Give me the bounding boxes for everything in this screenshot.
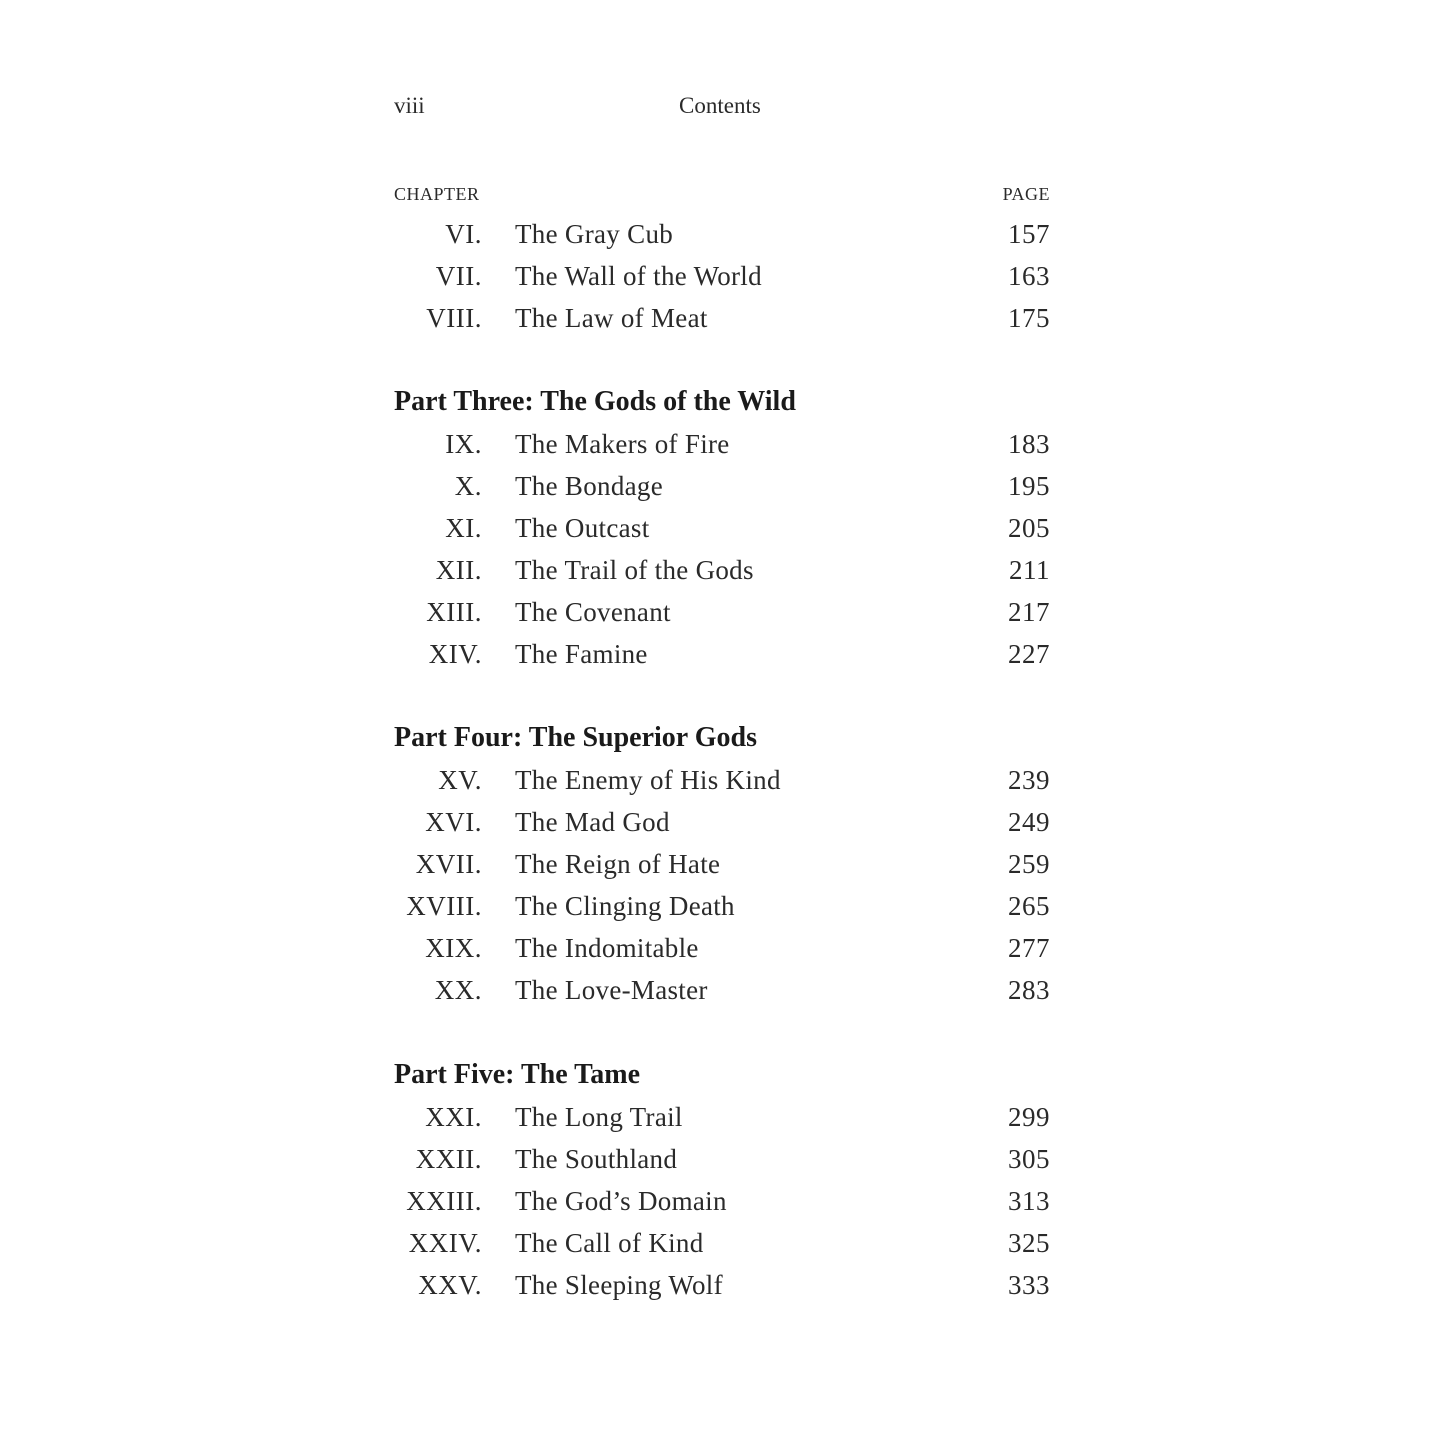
chapter-title: The God’s Domain — [515, 1186, 727, 1216]
chapter-title: The Wall of the World — [515, 261, 762, 291]
toc-entry — [394, 507, 1050, 549]
chapter-page: 205 — [1008, 513, 1050, 543]
toc-entry — [394, 969, 1050, 1011]
toc-entry — [394, 1180, 1050, 1222]
toc-entry — [394, 801, 1050, 843]
chapter-title: The Mad God — [515, 807, 670, 837]
part-heading: Part Five: The Tame — [394, 1059, 641, 1090]
column-headings — [394, 184, 1050, 208]
chapter-number: XXIV. — [408, 1228, 482, 1258]
chapter-number: X. — [454, 471, 482, 501]
toc-entry — [394, 633, 1050, 675]
chapter-page: 217 — [1008, 597, 1050, 627]
chapter-page: 277 — [1008, 933, 1050, 963]
toc-section-part-four — [394, 717, 1050, 1011]
toc-entry — [394, 843, 1050, 885]
chapter-page: 175 — [1008, 303, 1050, 333]
chapter-number: XXI. — [425, 1102, 482, 1132]
contents-page — [394, 0, 1050, 1445]
chapter-page: 283 — [1008, 975, 1050, 1005]
chapter-title: The Law of Meat — [515, 303, 708, 333]
chapter-page: 305 — [1008, 1144, 1050, 1174]
toc-section-continued — [394, 213, 1050, 339]
toc-entry — [394, 297, 1050, 339]
chapter-page: 163 — [1008, 261, 1050, 291]
chapter-number: XXV. — [418, 1270, 482, 1300]
page-folio: viii — [394, 93, 425, 118]
toc-entry — [394, 1096, 1050, 1138]
chapter-number: VIII. — [426, 303, 482, 333]
chapter-column-heading: CHAPTER — [394, 184, 480, 204]
chapter-title: The Makers of Fire — [515, 429, 730, 459]
chapter-number: XV. — [438, 765, 482, 795]
toc-entry — [394, 1138, 1050, 1180]
chapter-page: 249 — [1008, 807, 1050, 837]
chapter-number: VII. — [435, 261, 482, 291]
chapter-title: The Love-Master — [515, 975, 708, 1005]
toc-entry — [394, 885, 1050, 927]
toc-entry — [394, 1222, 1050, 1264]
running-title: Contents — [679, 93, 761, 118]
chapter-title: The Outcast — [515, 513, 650, 543]
chapter-number: XII. — [435, 555, 482, 585]
chapter-page: 313 — [1008, 1186, 1050, 1216]
chapter-title: The Clinging Death — [515, 891, 735, 921]
chapter-number: VI. — [445, 219, 482, 249]
toc-entry — [394, 759, 1050, 801]
chapter-number: XX. — [434, 975, 482, 1005]
chapter-title: The Sleeping Wolf — [515, 1270, 723, 1300]
toc-entry — [394, 255, 1050, 297]
chapter-page: 195 — [1008, 471, 1050, 501]
chapter-title: The Call of Kind — [515, 1228, 704, 1258]
part-heading: Part Four: The Superior Gods — [394, 722, 757, 753]
chapter-title: The Enemy of His Kind — [515, 765, 781, 795]
chapter-number: XXII. — [415, 1144, 482, 1174]
part-heading: Part Three: The Gods of the Wild — [394, 386, 796, 417]
chapter-number: XVII. — [415, 849, 482, 879]
chapter-title: The Southland — [515, 1144, 678, 1174]
toc-entry — [394, 1264, 1050, 1306]
chapter-number: XVIII. — [406, 891, 482, 921]
chapter-number: XI. — [445, 513, 482, 543]
chapter-page: 299 — [1008, 1102, 1050, 1132]
chapter-page: 239 — [1008, 765, 1050, 795]
chapter-page: 325 — [1008, 1228, 1050, 1258]
chapter-page: 227 — [1008, 639, 1050, 669]
chapter-title: The Trail of the Gods — [515, 555, 754, 585]
toc-entry — [394, 465, 1050, 507]
toc-entry — [394, 423, 1050, 465]
toc-section-part-five — [394, 1054, 1050, 1306]
chapter-number: XIV. — [428, 639, 482, 669]
toc-entry — [394, 927, 1050, 969]
chapter-page: 211 — [1009, 555, 1050, 585]
chapter-number: IX. — [445, 429, 482, 459]
chapter-page: 183 — [1008, 429, 1050, 459]
chapter-number: XVI. — [425, 807, 482, 837]
chapter-page: 259 — [1008, 849, 1050, 879]
chapter-title: The Famine — [515, 639, 648, 669]
chapter-title: The Gray Cub — [515, 219, 674, 249]
chapter-number: XIII. — [426, 597, 482, 627]
chapter-title: The Bondage — [515, 471, 664, 501]
chapter-number: XIX. — [425, 933, 482, 963]
chapter-title: The Long Trail — [515, 1102, 683, 1132]
running-head — [394, 93, 1050, 125]
page-column-heading: PAGE — [1002, 184, 1050, 204]
chapter-title: The Indomitable — [515, 933, 699, 963]
chapter-title: The Covenant — [515, 597, 671, 627]
chapter-page: 157 — [1008, 219, 1050, 249]
chapter-title: The Reign of Hate — [515, 849, 721, 879]
toc-section-part-three — [394, 381, 1050, 675]
toc-entry — [394, 591, 1050, 633]
chapter-page: 333 — [1008, 1270, 1050, 1300]
chapter-page: 265 — [1008, 891, 1050, 921]
toc-entry — [394, 213, 1050, 255]
chapter-number: XXIII. — [406, 1186, 482, 1216]
toc-entry — [394, 549, 1050, 591]
